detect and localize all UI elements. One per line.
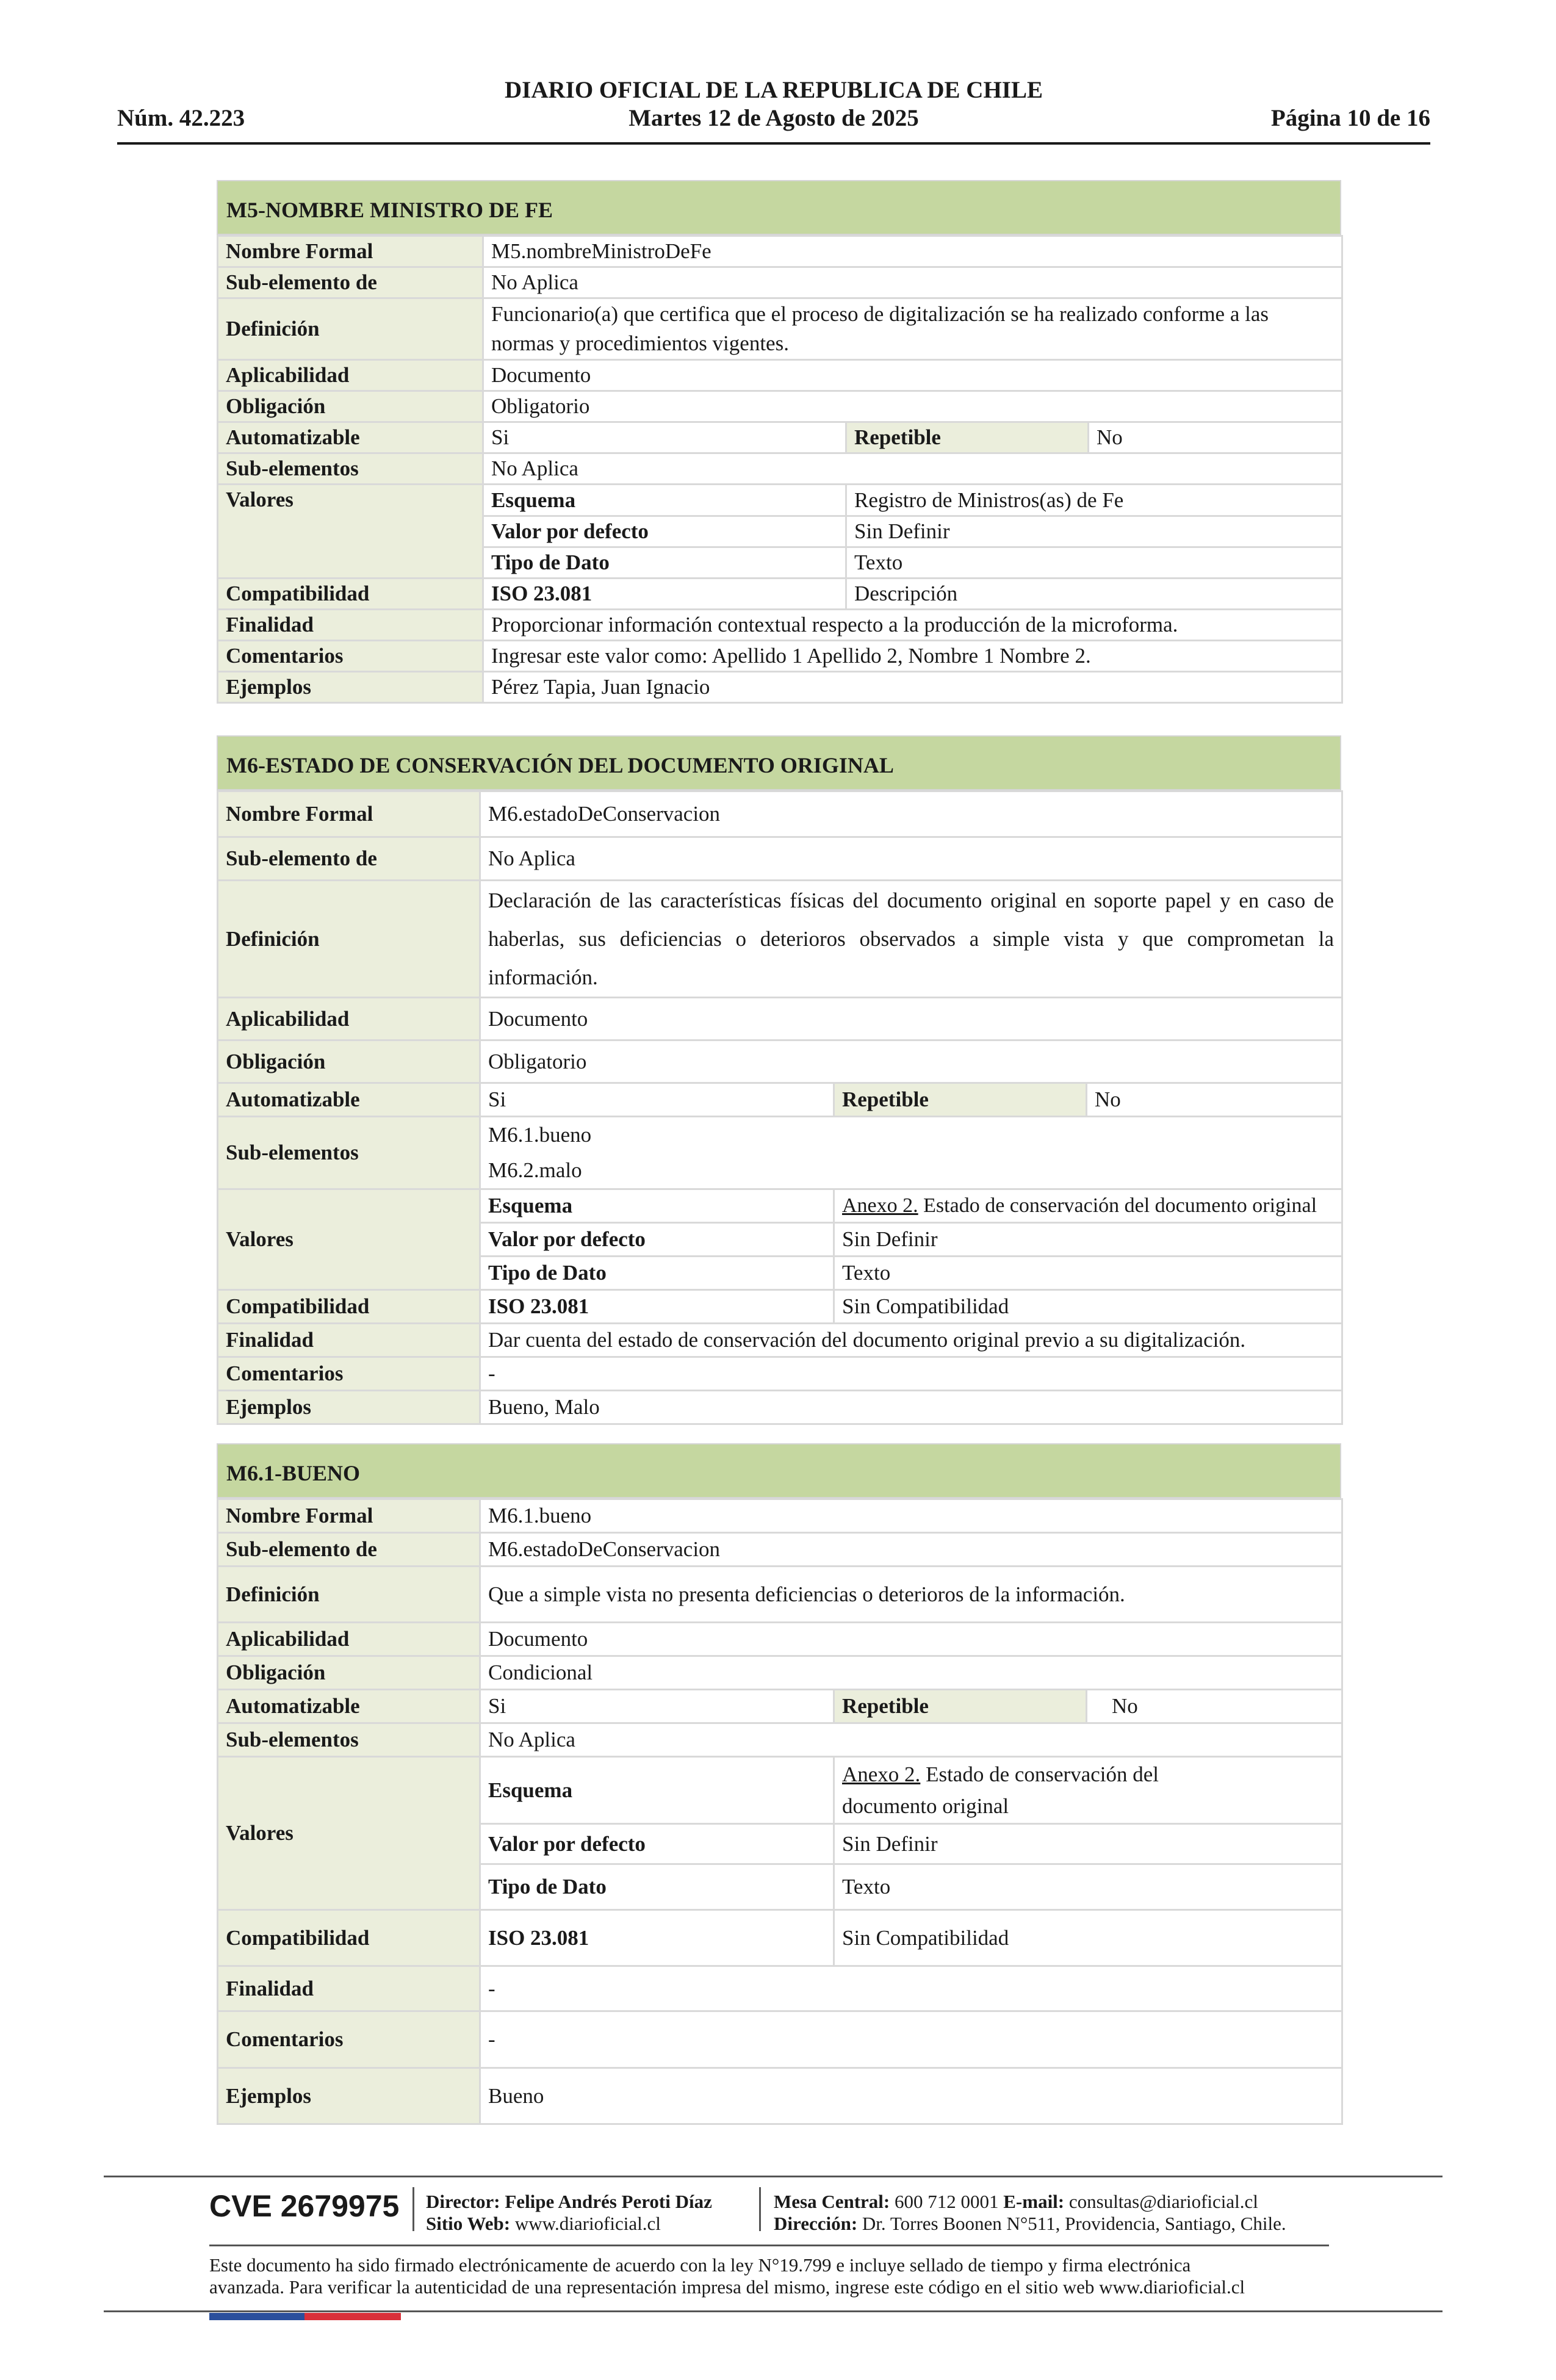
label: Compatibilidad [218,1910,480,1966]
flag-stripe-blue [209,2313,304,2320]
value: No [1087,1083,1342,1117]
sublabel: Tipo de Dato [480,1257,834,1290]
m61-title: M6.1-BUENO [217,1443,1341,1498]
sublabel: Valor por defecto [480,1824,834,1864]
label: Nombre Formal [218,1499,480,1533]
value: Si [483,422,846,453]
value: No [1087,1690,1342,1723]
m5-table [217,180,1341,704]
value: No Aplica [483,267,1342,298]
sublabel: Esquema [480,1757,834,1824]
label: Sub-elementos [218,453,483,485]
value: M6.estadoDeConservacion [480,1533,1342,1567]
value: Texto [834,1864,1342,1910]
value: Bueno [480,2068,1342,2124]
value: No [1089,422,1342,453]
value: Ingresar este valor como: Apellido 1 Apellido 2, Nombre 1 Nombre 2. [483,641,1342,672]
m6-grid [217,790,1343,1425]
website-link[interactable]: www.diarioficial.cl [510,2213,661,2234]
value: Texto [846,547,1342,579]
value: Documento [483,360,1342,391]
label: Valores [218,485,483,579]
website-label: Sitio Web: [426,2213,511,2234]
value: Si [480,1083,834,1117]
sublabel: Valor por defecto [480,1223,834,1257]
label: Sub-elemento de [218,837,480,881]
footer-rule [209,2245,1329,2246]
cve-code: CVE 2679975 [209,2189,400,2223]
value: M6.estadoDeConservacion [480,792,1342,837]
value: Sin Compatibilidad [834,1910,1342,1966]
sublabel: ISO 23.081 [480,1910,834,1966]
value: - [480,1966,1342,2011]
masthead [117,76,1430,132]
label: Obligación [218,391,483,422]
footer-director-block [426,2191,712,2235]
value: Dar cuenta del estado de conservación del documento original previo a su digitalización. [480,1324,1342,1357]
signature-note-line: avanzada. Para verificar la autenticidad de una representación impresa del mismo, ingrese este código en el sitio web www.diarioficial.cl [209,2276,1245,2298]
subelement: M6.1.bueno [488,1123,592,1147]
masthead-title: DIARIO OFICIAL DE LA REPUBLICA DE CHILE [504,77,1043,103]
page-number: Página 10 de 16 [1270,105,1430,131]
value: Sin Compatibilidad [834,1290,1342,1324]
label: Aplicabilidad [218,1623,480,1656]
sublabel: ISO 23.081 [483,579,846,610]
label: Automatizable [218,1083,480,1117]
label: Definición [218,1567,480,1623]
value: Registro de Ministros(as) de Fe [846,485,1342,516]
value: No Aplica [480,1723,1342,1757]
masthead-date: Martes 12 de Agosto de 2025 [629,105,919,131]
label: Compatibilidad [218,1290,480,1324]
label: Sub-elemento de [218,267,483,298]
director-label: Director: [426,2191,500,2212]
value: Declaración de las características físicas del documento original en soporte papel y en caso de haberlas, sus deficiencias o deterioros observados a simple vista y que comprometan la información. [480,881,1342,998]
m61-grid [217,1498,1343,2125]
label: Finalidad [218,1966,480,2011]
address-label: Dirección: [774,2213,858,2234]
footer-rule [104,2310,1443,2312]
label: Repetible [834,1690,1087,1723]
value: M5.nombreMinistroDeFe [483,236,1342,267]
value: - [480,2011,1342,2068]
label: Aplicabilidad [218,360,483,391]
value-text: Estado de conservación del documento original [918,1194,1317,1217]
value: Sin Definir [834,1824,1342,1864]
value: Que a simple vista no presenta deficiencias o deterioros de la información. [480,1567,1342,1623]
value: Documento [480,998,1342,1040]
director-name: Felipe Andrés Peroti Díaz [500,2191,712,2212]
subelement: M6.2.malo [488,1158,582,1182]
sublabel: Esquema [480,1189,834,1223]
annex-link[interactable]: Anexo 2. [842,1762,921,1786]
label: Comentarios [218,1357,480,1391]
value: Pérez Tapia, Juan Ignacio [483,672,1342,703]
m5-title: M5-NOMBRE MINISTRO DE FE [217,180,1341,235]
value: Texto [834,1257,1342,1290]
footer-rule [104,2176,1443,2177]
value: Obligatorio [480,1040,1342,1083]
label: Valores [218,1757,480,1910]
value: Funcionario(a) que certifica que el proceso de digitalización se ha realizado conforme a las normas y procedimientos vigentes. [483,298,1342,360]
label: Comentarios [218,2011,480,2068]
label: Ejemplos [218,672,483,703]
label: Obligación [218,1656,480,1690]
value: Obligatorio [483,391,1342,422]
value-text: Estado de conservación del documento original [842,1762,1159,1818]
label: Finalidad [218,1324,480,1357]
label: Ejemplos [218,2068,480,2124]
label: Automatizable [218,1690,480,1723]
value: No Aplica [483,453,1342,485]
flag-stripe-red [304,2313,401,2320]
label: Definición [218,881,480,998]
value: No Aplica [480,837,1342,881]
value [834,1757,1342,1824]
footer-contact-block [774,2191,1286,2235]
email-label: E-mail: [1003,2191,1065,2212]
label: Sub-elementos [218,1723,480,1757]
signature-note-line: Este documento ha sido firmado electrónicamente de acuerdo con la ley N°19.799 e incluye sellado de tiempo y firma electrónica [209,2254,1191,2276]
label: Obligación [218,1040,480,1083]
label: Definición [218,298,483,360]
footer-divider [412,2187,414,2231]
label: Nombre Formal [218,236,483,267]
footer-divider [759,2187,761,2231]
m6-table [217,735,1341,1425]
issue-number: Núm. 42.223 [117,105,245,131]
value: Descripción [846,579,1342,610]
page-header [117,76,1430,145]
value [834,1189,1342,1223]
value: Sin Definir [834,1223,1342,1257]
m61-table [217,1443,1341,2125]
signature-note [209,2254,1369,2298]
value: Condicional [480,1656,1342,1690]
sublabel: Esquema [483,485,846,516]
label: Valores [218,1189,480,1290]
value: Bueno, Malo [480,1391,1342,1424]
label: Ejemplos [218,1391,480,1424]
value: M6.1.bueno [480,1499,1342,1533]
label: Repetible [834,1083,1087,1117]
label: Compatibilidad [218,579,483,610]
value: Documento [480,1623,1342,1656]
label: Automatizable [218,422,483,453]
label: Sub-elementos [218,1117,480,1189]
address: Dr. Torres Boonen N°511, Providencia, Santiago, Chile. [857,2213,1286,2234]
label: Sub-elemento de [218,1533,480,1567]
sublabel: Tipo de Dato [483,547,846,579]
phone-number: 600 712 0001 [890,2191,1004,2212]
annex-link[interactable]: Anexo 2. [842,1194,918,1217]
label: Finalidad [218,610,483,641]
label: Repetible [846,422,1089,453]
value: Si [480,1690,834,1723]
label: Comentarios [218,641,483,672]
label: Nombre Formal [218,792,480,837]
value: Proporcionar información contextual respecto a la producción de la microforma. [483,610,1342,641]
value [480,1117,1342,1189]
email-link[interactable]: consultas@diarioficial.cl [1064,2191,1258,2212]
sublabel: Valor por defecto [483,516,846,547]
m6-title: M6-ESTADO DE CONSERVACIÓN DEL DOCUMENTO ORIGINAL [217,735,1341,790]
m5-grid [217,235,1343,704]
value: - [480,1357,1342,1391]
label: Aplicabilidad [218,998,480,1040]
phone-label: Mesa Central: [774,2191,890,2212]
sublabel: Tipo de Dato [480,1864,834,1910]
value: Sin Definir [846,516,1342,547]
sublabel: ISO 23.081 [480,1290,834,1324]
